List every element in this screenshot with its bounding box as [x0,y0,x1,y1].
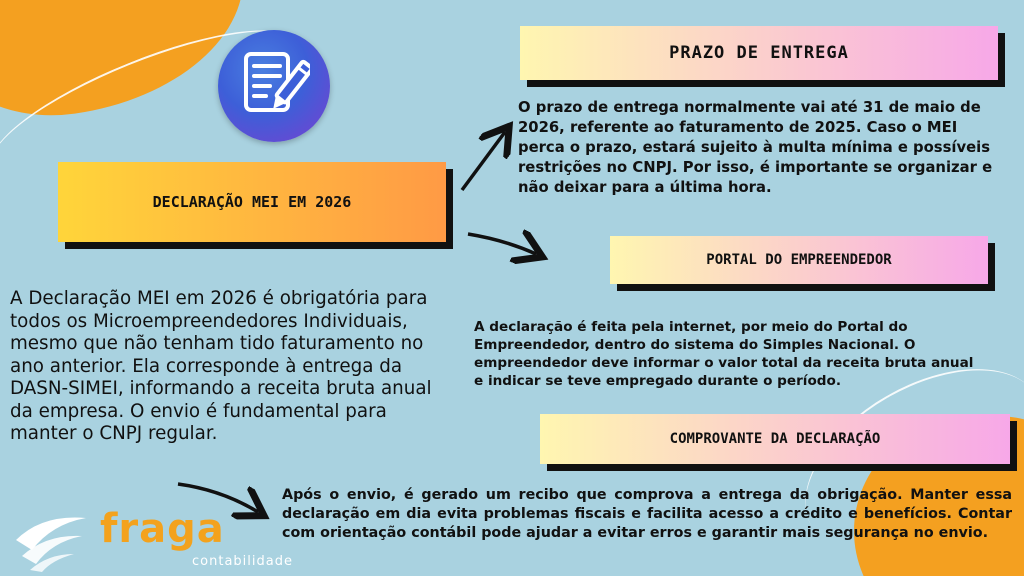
portal-title: PORTAL DO EMPREENDEDOR [706,252,892,268]
prazo-text: O prazo de entrega normalmente vai até 31 de maio de 2026, referente ao faturamento de 2025. Caso o MEI perca o prazo, estará sujeito à multa mínima e possíveis restrições no CNPJ. Por isso, é importante se organizar e não deixar para a última hora. [518,99,993,196]
comprovante-title: COMPROVANTE DA DECLARAÇÃO [669,431,881,447]
logo-subtitle: contabilidade [192,554,293,569]
fraga-logo [12,506,293,576]
intro-text: A Declaração MEI em 2026 é obrigatória para todos os Microempreendedores Individuais, mesmo que não tenham tido faturamento no ano anterior. Ela corresponde à entrega da DASN-SIMEI, informando a receita bruta anual da empresa. O envio é fundamental para manter o CNPJ regular. [10,288,432,444]
arrow-to-portal [468,234,536,254]
arrow-to-prazo [462,132,505,190]
logo-name: fraga [100,506,225,552]
comprovante-text: Após o envio, é gerado um recibo que comprova a entrega da obrigação. Manter essa declaração em dia evita problemas fiscais e facilita acesso a crédito e benefícios. Contar com orientação contábil pode ajudar a evitar erros e garantir mais segurança no envio. [282,487,1012,541]
fraga-wave-logo-icon [12,510,92,572]
portal-text: A declaração é feita pela internet, por meio do Portal do Empreendedor, dentro do sistema do Simples Nacional. O empreendedor deve informar o valor total da receita bruta anual e indicar se teve empregado durante o período. [474,319,974,389]
main-title: DECLARAÇÃO MEI EM 2026 [152,193,352,211]
prazo-title: PRAZO DE ENTREGA [669,43,849,63]
